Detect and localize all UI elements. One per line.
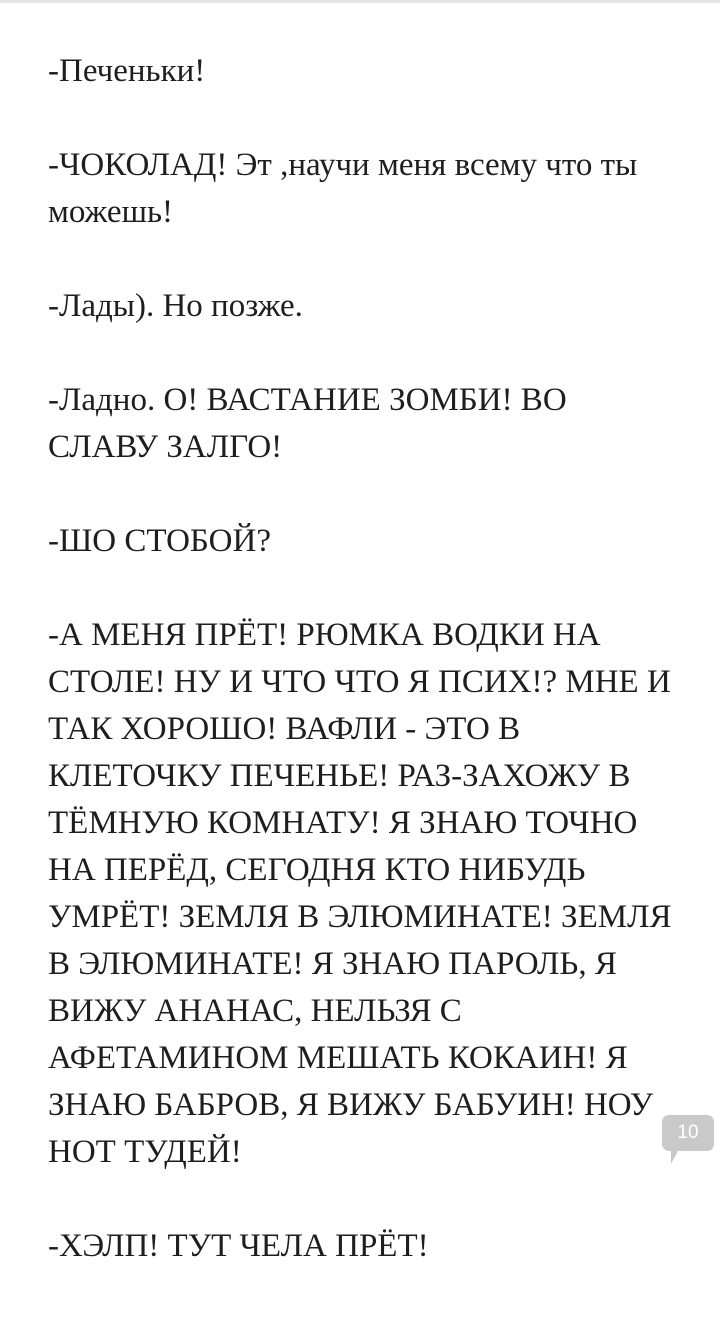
paragraph: -ЧОКОЛАД! Эт ,научи меня всему что ты можешь! bbox=[48, 147, 638, 230]
paragraph: -Печеньки! bbox=[48, 53, 206, 89]
paragraph: -Ладно. О! ВАСТАНИЕ ЗОМБИ! ВО СЛАВУ ЗАЛГО! bbox=[48, 382, 567, 465]
paragraph: -ШО СТОБОЙ? bbox=[48, 523, 271, 559]
story-text-area[interactable] bbox=[48, 48, 673, 1317]
paragraph: -Лады). Но позже. bbox=[48, 288, 303, 324]
paragraph-comment-count-button[interactable] bbox=[662, 1115, 714, 1151]
comment-count: 10 bbox=[677, 1122, 699, 1143]
paragraph: -ХЭЛП! ТУТ ЧЕЛА ПРЁТ! bbox=[48, 1228, 429, 1264]
top-edge-divider bbox=[0, 0, 720, 3]
paragraph: -А МЕНЯ ПРЁТ! РЮМКА ВОДКИ НА СТОЛЕ! НУ И ЧТО ЧТО Я ПСИХ!? МНЕ И ТАК ХОРОШО! ВАФЛИ - ЭТО В КЛЕТОЧКУ ПЕЧЕНЬЕ! РАЗ-ЗАХОЖУ В ТЁМНУЮ КОМНАТУ! Я ЗНАЮ ТОЧНО НА ПЕРЁД, СЕГОДНЯ КТО НИБУДЬ УМРЁТ! ЗЕМЛЯ В ЭЛЮМИНАТЕ! ЗЕМЛЯ В ЭЛЮМИНАТЕ! Я ЗНАЮ ПАРОЛЬ, Я ВИЖУ АНАНАС, НЕЛЬЗЯ С АФЕТАМИНОМ МЕШАТЬ КОКАИН! Я ЗНАЮ БАБРОВ, Я ВИЖУ БАБУИН! НОУ НОТ ТУДЕЙ! bbox=[48, 617, 672, 1170]
